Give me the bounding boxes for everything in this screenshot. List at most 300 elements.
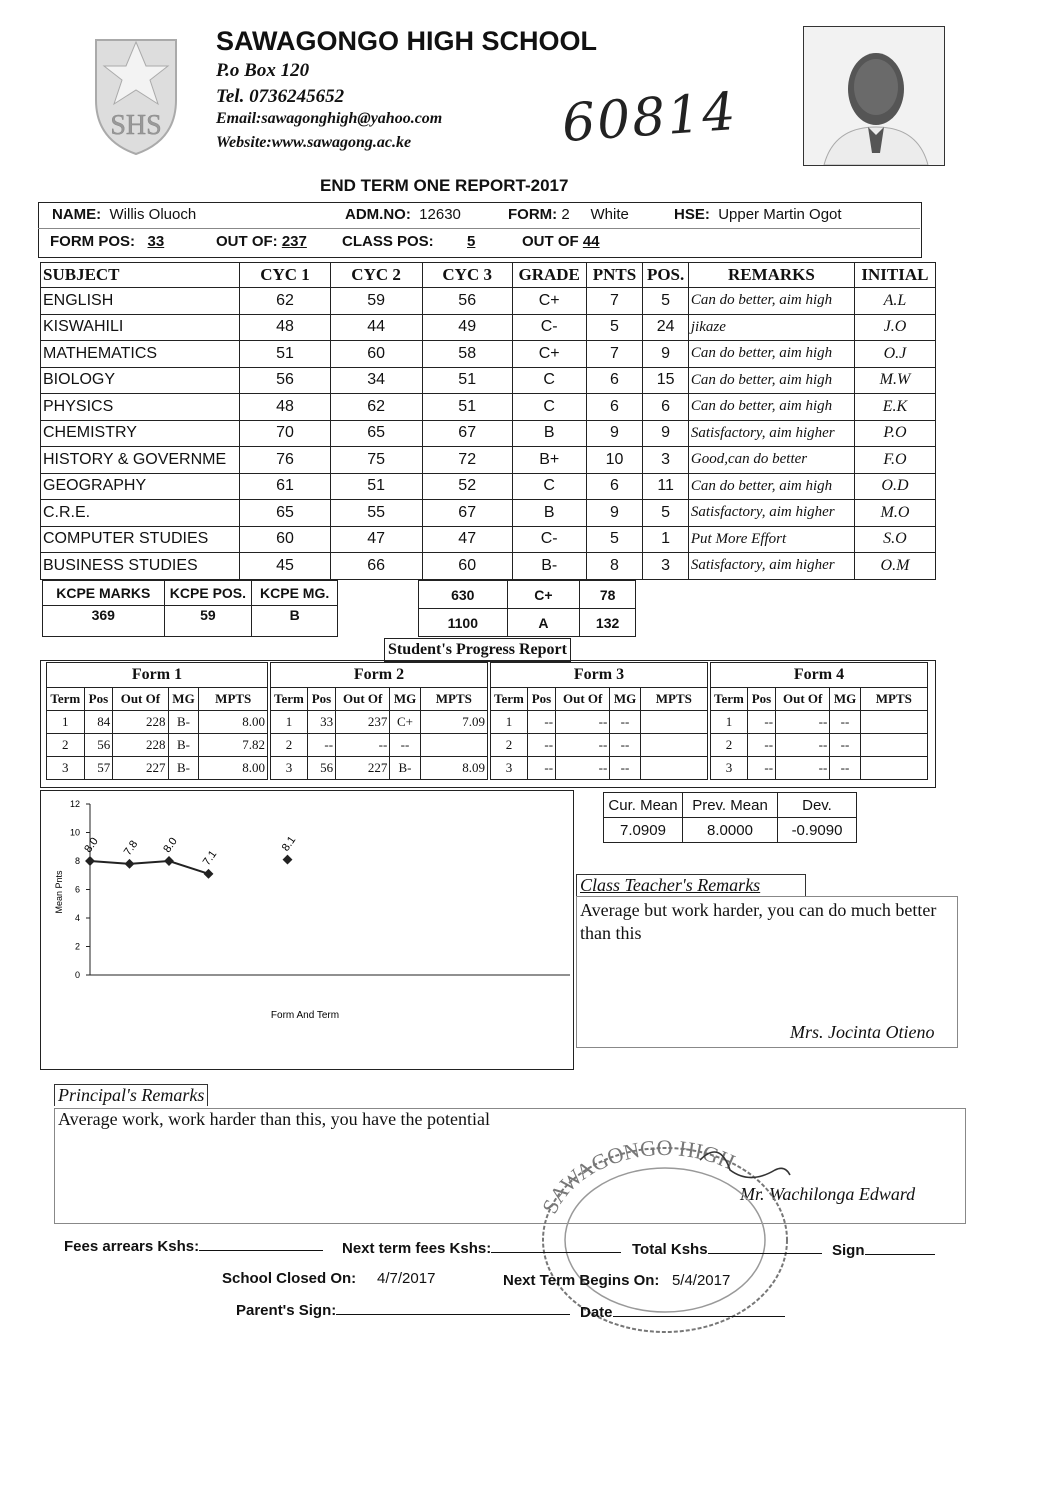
progress-cell: B-: [168, 711, 199, 734]
subject-row: [41, 394, 936, 421]
x-axis-label: Form And Term: [270, 1010, 340, 1021]
progress-cell: --: [776, 734, 830, 757]
subject-remark: Good,can do better: [688, 447, 854, 474]
subjects-header-cell: SUBJECT: [41, 263, 240, 288]
progress-form-title: Form 3: [491, 663, 708, 688]
subject-value: 3: [643, 447, 689, 474]
subjects-table: [40, 262, 936, 580]
form-row: [508, 206, 629, 223]
subject-row: [41, 420, 936, 447]
subject-value: 67: [422, 420, 512, 447]
subject-remark: Can do better, aim high: [688, 367, 854, 394]
data-point: [164, 856, 174, 866]
progress-col-header: MPTS: [860, 688, 927, 711]
subject-value: 56: [240, 367, 330, 394]
teacher-initial: F.O: [854, 447, 935, 474]
subject-value: 48: [240, 314, 330, 341]
progress-col-header: MG: [830, 688, 860, 711]
progress-cell: 227: [336, 757, 390, 780]
subject-value: 9: [586, 420, 643, 447]
school-website: Website:www.sawagong.ac.ke: [216, 134, 412, 151]
subject-value: 10: [586, 447, 643, 474]
progress-cell: --: [390, 734, 420, 757]
date: [580, 1304, 785, 1321]
progress-cell: 228: [113, 711, 168, 734]
teacher-initial: O.D: [854, 473, 935, 500]
progress-row: [47, 757, 268, 780]
subject-value: C+: [512, 341, 586, 368]
progress-cell: --: [527, 734, 555, 757]
date-label: Date: [580, 1304, 613, 1321]
stream-value: White: [590, 206, 629, 223]
totals-table: [418, 580, 636, 637]
parents-sign-label: Parent's Sign:: [236, 1302, 337, 1319]
subject-row: [41, 341, 936, 368]
progress-col-header: MPTS: [640, 688, 707, 711]
progress-cell: 237: [336, 711, 390, 734]
progress-row: [491, 734, 708, 757]
school-email: Email:sawagonghigh@yahoo.com: [216, 110, 443, 127]
progress-cell: 228: [113, 734, 168, 757]
progress-cell: [860, 757, 927, 780]
data-point: [85, 856, 95, 866]
subject-row: [41, 526, 936, 553]
progress-cell: [640, 711, 707, 734]
progress-cell: --: [776, 711, 830, 734]
hse-label: HSE:: [674, 206, 710, 223]
subject-remark: jikaze: [688, 314, 854, 341]
y-tick-label: 2: [74, 941, 80, 952]
subject-value: C+: [512, 288, 586, 315]
form-value: 2: [561, 206, 570, 223]
class-teacher-name: Mrs. Jocinta Otieno: [790, 1022, 935, 1042]
total-kshs-label: Total Kshs: [632, 1241, 708, 1258]
subject-value: B: [512, 420, 586, 447]
subjects-header-cell: REMARKS: [688, 263, 854, 288]
subject-value: C: [512, 473, 586, 500]
subject-name: BUSINESS STUDIES: [41, 553, 240, 580]
subject-value: 8: [586, 553, 643, 580]
dev-label: Dev.: [778, 793, 857, 818]
y-tick-label: 4: [74, 913, 80, 923]
adm-label: ADM.NO:: [345, 206, 411, 223]
progress-cell: 3: [47, 757, 85, 780]
subject-name: ENGLISH: [41, 288, 240, 315]
progress-col-header: Pos: [527, 688, 555, 711]
hse-row: [674, 206, 842, 223]
y-tick-label: 10: [69, 827, 80, 838]
progress-cell: 7.82: [199, 734, 268, 757]
progress-row: [47, 734, 268, 757]
progress-cell: 3: [271, 757, 308, 780]
progress-cell: --: [556, 734, 610, 757]
mean-points-chart: [40, 790, 572, 1068]
cur-mean-label: Cur. Mean: [604, 793, 683, 818]
progress-col-header: MG: [390, 688, 420, 711]
progress-cell: 8.00: [199, 711, 268, 734]
subject-value: 72: [422, 447, 512, 474]
progress-form-table: [490, 662, 708, 780]
progress-cell: 8.00: [199, 757, 268, 780]
progress-cell: [640, 757, 707, 780]
subject-value: 62: [240, 288, 330, 315]
progress-title: Student's Progress Report: [384, 638, 571, 662]
info-divider: [38, 228, 920, 229]
subject-value: 11: [643, 473, 689, 500]
kcpe-marks-label: KCPE MARKS: [43, 581, 165, 606]
progress-cell: B-: [390, 757, 420, 780]
subject-value: 66: [330, 553, 422, 580]
report-title: END TERM ONE REPORT-2017: [320, 176, 569, 195]
data-label: 8.0: [82, 835, 101, 855]
progress-row: [711, 757, 928, 780]
kcpe-table: [42, 580, 338, 637]
subject-value: 3: [643, 553, 689, 580]
data-point: [283, 855, 293, 865]
progress-cell: 1: [491, 711, 528, 734]
subject-value: 6: [586, 473, 643, 500]
subject-value: C: [512, 394, 586, 421]
subjects-body: [41, 288, 936, 580]
kcpe-pos: 59: [164, 606, 252, 637]
progress-cell: [860, 734, 927, 757]
progress-cell: --: [747, 757, 775, 780]
progress-cell: 3: [491, 757, 528, 780]
sign-label: Sign: [832, 1242, 865, 1259]
subject-value: 6: [643, 394, 689, 421]
subject-value: 67: [422, 500, 512, 527]
progress-col-header: Term: [491, 688, 528, 711]
class-pos-value: 5: [467, 233, 476, 250]
subject-remark: Put More Effort: [688, 526, 854, 553]
progress-cell: [420, 734, 487, 757]
teacher-initial: P.O: [854, 420, 935, 447]
teacher-initial: J.O: [854, 314, 935, 341]
subject-value: C-: [512, 526, 586, 553]
y-tick-label: 12: [69, 799, 80, 809]
subject-value: 15: [643, 367, 689, 394]
fees-arrears: [64, 1238, 323, 1255]
name-row: [52, 206, 196, 223]
max-grade: A: [507, 609, 580, 637]
total-kshs: [632, 1241, 822, 1258]
progress-row: [491, 711, 708, 734]
subject-value: 56: [422, 288, 512, 315]
progress-cell: 57: [84, 757, 113, 780]
progress-cell: --: [556, 711, 610, 734]
out-of2-value: 44: [582, 233, 600, 250]
subject-value: 48: [240, 394, 330, 421]
fees-arrears-label: Fees arrears Kshs:: [64, 1238, 200, 1255]
teacher-initial: A.L: [854, 288, 935, 315]
cur-mean: 7.0909: [604, 818, 683, 843]
school-logo: [88, 30, 184, 158]
form-pos-value: 33: [147, 233, 165, 250]
progress-row: [271, 711, 488, 734]
next-term-label: Next Term Begins On:: [503, 1272, 660, 1289]
progress-col-header: Pos: [84, 688, 113, 711]
total-grade: C+: [507, 581, 580, 609]
progress-cell: --: [747, 711, 775, 734]
subject-remark: Satisfactory, aim higher: [688, 553, 854, 580]
subject-value: 51: [422, 367, 512, 394]
data-label: 8.1: [279, 834, 299, 854]
subject-value: 60: [240, 526, 330, 553]
means-table: [603, 792, 857, 843]
school-closed-date: 4/7/2017: [377, 1270, 436, 1287]
name-label: NAME:: [52, 206, 102, 223]
stamp-lettering: SAWAGONGO HIGH: [536, 1134, 739, 1218]
progress-cell: --: [610, 711, 640, 734]
progress-col-header: MPTS: [199, 688, 268, 711]
progress-col-header: Out Of: [776, 688, 830, 711]
progress-col-header: MPTS: [420, 688, 487, 711]
out-of-row: [216, 233, 307, 250]
progress-form-title: Form 1: [47, 663, 268, 688]
data-label: 7.8: [121, 838, 141, 858]
subjects-header-cell: CYC 2: [330, 263, 422, 288]
subject-row: [41, 367, 936, 394]
progress-cell: --: [307, 734, 335, 757]
subject-value: B-: [512, 553, 586, 580]
logo-lettering: SHS: [110, 110, 162, 141]
next-term-fees: [342, 1240, 621, 1257]
progress-col-header: Out Of: [113, 688, 168, 711]
progress-col-header: Term: [711, 688, 748, 711]
subjects-header-cell: INITIAL: [854, 263, 935, 288]
subject-remark: Can do better, aim high: [688, 473, 854, 500]
principal-name: Mr. Wachilonga Edward: [740, 1184, 916, 1204]
subject-value: 5: [586, 314, 643, 341]
sign: [832, 1242, 935, 1259]
progress-cell: [640, 734, 707, 757]
progress-cell: --: [830, 757, 860, 780]
progress-cell: --: [610, 757, 640, 780]
class-teacher-remark: Average but work harder, you can do much better than this: [580, 900, 937, 943]
dev-value: -0.9090: [778, 818, 857, 843]
out-of2-row: [522, 233, 600, 250]
teacher-initial: M.O: [854, 500, 935, 527]
progress-cell: 84: [84, 711, 113, 734]
progress-col-header: Pos: [307, 688, 335, 711]
subject-name: CHEMISTRY: [41, 420, 240, 447]
subject-remark: Satisfactory, aim higher: [688, 420, 854, 447]
progress-cell: --: [527, 757, 555, 780]
progress-cell: C+: [390, 711, 420, 734]
out-of-label: OUT OF:: [216, 233, 278, 250]
subject-remark: Can do better, aim high: [688, 394, 854, 421]
subject-value: 75: [330, 447, 422, 474]
y-axis-label: Mean Pnts: [54, 870, 64, 914]
subject-value: 24: [643, 314, 689, 341]
progress-cell: --: [556, 757, 610, 780]
subject-value: 65: [240, 500, 330, 527]
subject-value: 7: [586, 288, 643, 315]
subject-row: [41, 288, 936, 315]
adm-row: [345, 206, 461, 223]
subject-value: 47: [422, 526, 512, 553]
subject-value: 6: [586, 394, 643, 421]
subject-name: BIOLOGY: [41, 367, 240, 394]
progress-row: [271, 757, 488, 780]
progress-form-table: [270, 662, 488, 780]
subject-value: 61: [240, 473, 330, 500]
positions-row: [50, 233, 164, 250]
subjects-header-cell: PNTS: [586, 263, 643, 288]
out-of-value: 237: [281, 233, 307, 250]
progress-row: [711, 711, 928, 734]
subject-value: 51: [330, 473, 422, 500]
school-name: SAWAGONGO HIGH SCHOOL: [216, 26, 598, 56]
subject-value: 7: [586, 341, 643, 368]
subject-value: 5: [586, 526, 643, 553]
progress-cell: 1: [711, 711, 748, 734]
progress-cell: 8.09: [420, 757, 487, 780]
school-closed-label: School Closed On:: [222, 1270, 357, 1287]
parents-sign: [236, 1302, 570, 1319]
next-term-date: 5/4/2017: [671, 1272, 731, 1289]
subject-value: 1: [643, 526, 689, 553]
progress-col-header: MG: [610, 688, 640, 711]
subject-value: 9: [643, 420, 689, 447]
subjects-header-cell: GRADE: [512, 263, 586, 288]
subject-value: 59: [330, 288, 422, 315]
kcpe-mg: B: [252, 606, 338, 637]
kcpe-mg-label: KCPE MG.: [252, 581, 338, 606]
progress-cell: --: [776, 757, 830, 780]
subject-value: 34: [330, 367, 422, 394]
subject-value: 55: [330, 500, 422, 527]
progress-row: [711, 734, 928, 757]
y-tick-label: 8: [74, 856, 80, 866]
subject-value: 51: [240, 341, 330, 368]
next-term: [503, 1272, 730, 1289]
progress-cell: 2: [47, 734, 85, 757]
subject-value: 9: [643, 341, 689, 368]
progress-cell: --: [527, 711, 555, 734]
progress-col-header: Term: [47, 688, 85, 711]
subjects-header-cell: POS.: [643, 263, 689, 288]
teacher-initial: S.O: [854, 526, 935, 553]
class-pos-label: CLASS POS:: [342, 233, 434, 250]
school-closed: [222, 1270, 435, 1287]
progress-form-title: Form 4: [711, 663, 928, 688]
progress-cell: --: [610, 734, 640, 757]
subject-value: 65: [330, 420, 422, 447]
data-point: [204, 869, 214, 879]
subject-name: MATHEMATICS: [41, 341, 240, 368]
subject-value: C: [512, 367, 586, 394]
progress-form-table: [46, 662, 268, 780]
progress-cell: 33: [307, 711, 335, 734]
progress-cell: 3: [711, 757, 748, 780]
subject-value: 52: [422, 473, 512, 500]
prev-mean: 8.0000: [683, 818, 778, 843]
subjects-header-cell: CYC 1: [240, 263, 330, 288]
subject-remark: Can do better, aim high: [688, 341, 854, 368]
subject-value: 49: [422, 314, 512, 341]
progress-col-header: Pos: [747, 688, 775, 711]
progress-col-header: Out Of: [556, 688, 610, 711]
subject-value: B+: [512, 447, 586, 474]
subjects-header-row: [41, 263, 936, 288]
teacher-initial: M.W: [854, 367, 935, 394]
subject-name: HISTORY & GOVERNME: [41, 447, 240, 474]
max-points: 132: [580, 609, 636, 637]
progress-cell: [860, 711, 927, 734]
subject-name: PHYSICS: [41, 394, 240, 421]
subject-value: 44: [330, 314, 422, 341]
progress-cell: 56: [84, 734, 113, 757]
subject-value: 70: [240, 420, 330, 447]
total-marks: 630: [419, 581, 508, 609]
subject-name: C.R.E.: [41, 500, 240, 527]
teacher-initial: O.M: [854, 553, 935, 580]
subjects-header-cell: CYC 3: [422, 263, 512, 288]
subject-row: [41, 500, 936, 527]
form-pos-label: FORM POS:: [50, 233, 135, 250]
hse-value: Upper Martin Ogot: [718, 206, 842, 223]
progress-cell: --: [830, 711, 860, 734]
next-term-fees-label: Next term fees Kshs:: [342, 1240, 492, 1257]
handwritten-number: 60814: [560, 81, 740, 155]
prev-mean-label: Prev. Mean: [683, 793, 778, 818]
progress-cell: 227: [113, 757, 168, 780]
progress-cell: 1: [271, 711, 308, 734]
subject-name: COMPUTER STUDIES: [41, 526, 240, 553]
progress-cell: 2: [271, 734, 308, 757]
subject-row: [41, 314, 936, 341]
kcpe-pos-label: KCPE POS.: [164, 581, 252, 606]
out-of2-label: OUT OF: [522, 233, 579, 250]
progress-cell: --: [830, 734, 860, 757]
progress-form-title: Form 2: [271, 663, 488, 688]
student-name: Willis Oluoch: [109, 206, 197, 223]
form-label: FORM:: [508, 206, 558, 223]
principal-label: Principal's Remarks: [54, 1084, 208, 1106]
data-point: [125, 859, 135, 869]
progress-cell: 2: [711, 734, 748, 757]
student-photo: [803, 26, 945, 166]
subject-value: 60: [422, 553, 512, 580]
data-label: 7.1: [200, 848, 220, 868]
subject-value: B: [512, 500, 586, 527]
subject-value: 76: [240, 447, 330, 474]
progress-cell: 56: [307, 757, 335, 780]
school-tel: Tel. 0736245652: [216, 86, 345, 107]
data-label: 8.0: [161, 835, 180, 855]
subject-value: C-: [512, 314, 586, 341]
adm-number: 12630: [419, 206, 461, 223]
subject-name: KISWAHILI: [41, 314, 240, 341]
principal-remark: Average work, work harder than this, you have the potential: [58, 1109, 491, 1129]
series-line: [90, 861, 209, 874]
subject-row: [41, 553, 936, 580]
max-marks: 1100: [419, 609, 508, 637]
progress-cell: B-: [168, 734, 199, 757]
y-tick-label: 6: [74, 884, 80, 895]
progress-cell: B-: [168, 757, 199, 780]
progress-row: [47, 711, 268, 734]
subject-value: 5: [643, 288, 689, 315]
class-pos-row: [342, 233, 475, 250]
subject-value: 9: [586, 500, 643, 527]
progress-row: [491, 757, 708, 780]
kcpe-marks: 369: [43, 606, 165, 637]
subject-value: 58: [422, 341, 512, 368]
subject-remark: Can do better, aim high: [688, 288, 854, 315]
subject-remark: Satisfactory, aim higher: [688, 500, 854, 527]
